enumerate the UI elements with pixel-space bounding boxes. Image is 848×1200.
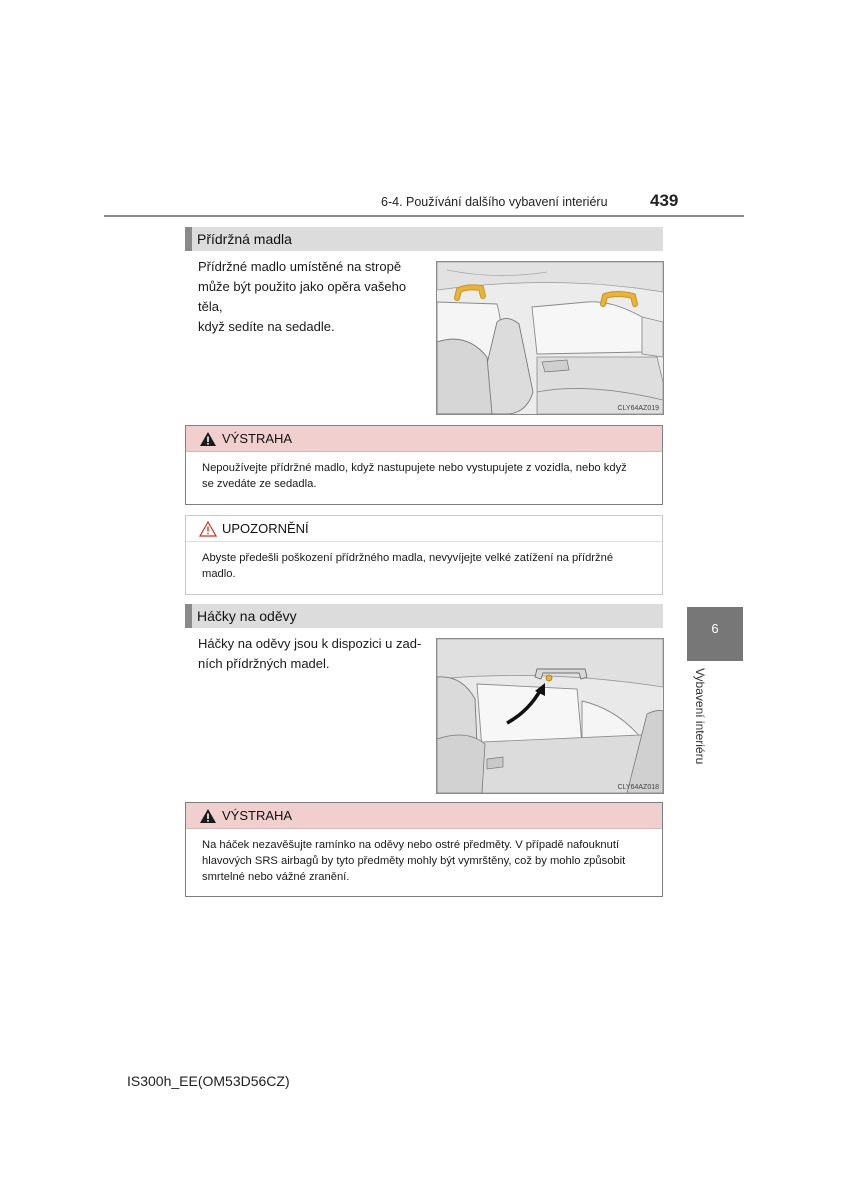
section-heading-text: Háčky na oděvy bbox=[197, 608, 297, 624]
notice-label: UPOZORNĚNÍ bbox=[222, 521, 309, 536]
warning-header bbox=[186, 426, 662, 452]
text-line: se zvedáte ze sedadla. bbox=[202, 478, 317, 490]
text-line: ních přídržných madel. bbox=[198, 656, 330, 671]
text-line: když sedíte na sedadle. bbox=[198, 319, 335, 334]
page-number: 439 bbox=[650, 191, 679, 210]
chapter-tab bbox=[687, 607, 743, 661]
warning-header bbox=[186, 803, 662, 829]
rear-cabin-drawing bbox=[437, 639, 663, 793]
text-line: madlo. bbox=[202, 568, 236, 580]
text-line: Nepoužívejte přídržné madlo, když nastupujete nebo vystupujete z vozidla, nebo když bbox=[202, 462, 627, 474]
chapter-label-text: Vybavení interiéru bbox=[693, 668, 707, 765]
warning-text bbox=[186, 829, 662, 885]
header-divider bbox=[104, 215, 744, 217]
warning-box bbox=[185, 425, 663, 505]
section-body-text bbox=[198, 634, 424, 674]
section-heading-clothing-hooks bbox=[185, 604, 663, 628]
caution-triangle-icon bbox=[199, 521, 217, 537]
warning-label: VÝSTRAHA bbox=[222, 431, 293, 446]
section-heading-grab-handles bbox=[185, 227, 663, 251]
chapter-side-label bbox=[690, 668, 710, 778]
warning-label: VÝSTRAHA bbox=[222, 808, 293, 823]
warning-triangle-icon bbox=[199, 431, 217, 447]
section-heading-text: Přídržná madla bbox=[197, 231, 292, 247]
text-line: Háčky na oděvy jsou k dispozici u zad- bbox=[198, 636, 422, 651]
text-line: Abyste předešli poškození přídržného madla, nevyvíjejte velké zatížení na přídržné bbox=[202, 552, 614, 564]
notice-box bbox=[185, 515, 663, 595]
text-line: Přídržné madlo umístěné na stropě bbox=[198, 259, 402, 274]
text-line: může být použito jako opěra vašeho těla, bbox=[198, 279, 407, 314]
notice-text bbox=[186, 542, 662, 582]
warning-text bbox=[186, 452, 662, 492]
grab-handles-illustration bbox=[436, 261, 664, 415]
section-body-text bbox=[198, 257, 428, 337]
clothing-hook-illustration bbox=[436, 638, 664, 794]
figure-code: CLY64AZ019 bbox=[617, 405, 659, 412]
text-line: hlavových SRS airbagů by tyto předměty mohly být vymrštěny, což by mohlo způsobit bbox=[202, 855, 626, 867]
document-code: IS300h_EE(OM53D56CZ) bbox=[127, 1073, 290, 1089]
car-interior-drawing bbox=[437, 262, 663, 414]
notice-header bbox=[186, 516, 662, 542]
figure-code: CLY64AZ018 bbox=[617, 784, 659, 791]
warning-box bbox=[185, 802, 663, 897]
running-header-title: 6-4. Používání dalšího vybavení interiéru bbox=[381, 195, 608, 209]
warning-triangle-icon bbox=[199, 808, 217, 824]
text-line: smrtelné nebo vážné zranění. bbox=[202, 871, 350, 883]
text-line: Na háček nezavěšujte ramínko na oděvy nebo ostré předměty. V případě nafouknutí bbox=[202, 839, 620, 851]
chapter-number: 6 bbox=[711, 621, 719, 636]
